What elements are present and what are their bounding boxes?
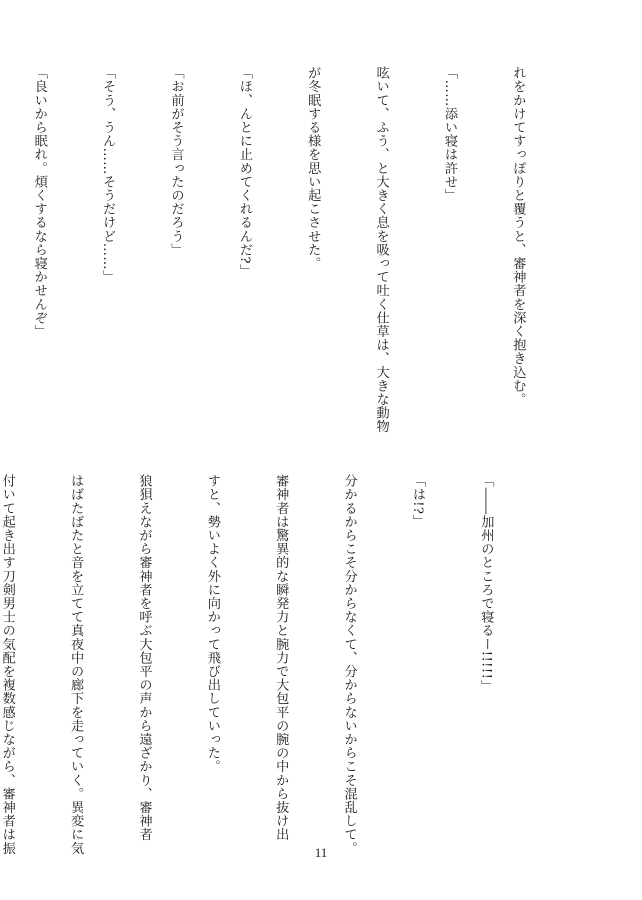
text-column: が冬眠する様を思い起こさせた。 (305, 66, 321, 270)
text-column: 狼狽えながら審神者を呼ぶ大包平の声から遠ざかり、審神者 (136, 474, 152, 842)
text-column: 「良いから眠れ。煩くするなら寝かせんぞ」 (31, 66, 47, 338)
text-column: 「ほ、んとに止めてくれるんだ?」 (236, 66, 252, 278)
text-column: 「は!?」 (410, 474, 426, 528)
text-column: 「……添い寝は許せ」 (442, 66, 458, 202)
text-column: すと、勢いよく外に向かって飛び出していった。 (204, 474, 220, 774)
text-column: 「――加州のところで寝るー!!!!!」 (478, 474, 494, 693)
text-column: 審神者は驚異的な瞬発力と腕力で大包平の腕の中から抜け出 (273, 474, 289, 842)
text-column: 「お前がそう言ったのだろう」 (168, 66, 184, 257)
text-column: 分かるからこそ分からなくて、分からないからこそ混乱して。 (341, 474, 357, 855)
text-column: はばたばたと音を立てて真夜中の廊下を走っていく。異変に気 (68, 474, 84, 855)
page-number: 11 (314, 845, 328, 860)
text-column: 付いて起き出す刀剣男士の気配を複数感じながら、審神者は振 (0, 474, 15, 855)
text-column: れをかけてすっぽりと覆うと、審神者を深く抱き込む。 (510, 66, 526, 406)
text-column: 呟いて、ふう、と大きく息を吸って吐く仕草は、大きな動物 (373, 66, 389, 434)
top-text-block (31, 66, 574, 468)
text-column: 「そう、うん……そうだけど……」 (100, 66, 116, 284)
